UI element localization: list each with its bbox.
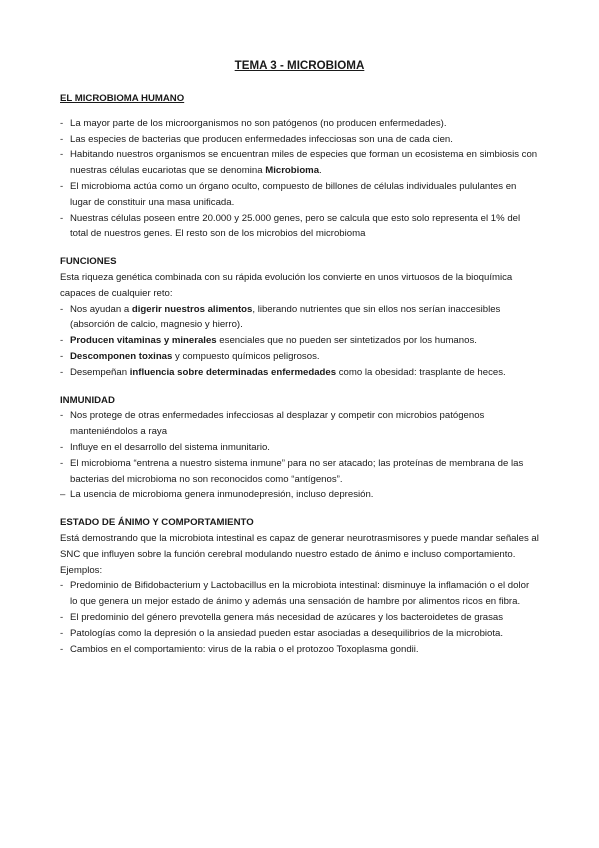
bullet-dash: - bbox=[60, 303, 64, 315]
item-text: Nos protege de otras enfermedades infecciosas al desplazar y competir con microbios patógenos manteniéndolos a raya bbox=[70, 410, 485, 438]
item-text: Habitando nuestros organismos se encuentran miles de especies que forman un ecosistema en simbiosis con nuestras células eucariotas que se denomina bbox=[70, 149, 538, 177]
item-text: esenciales que no pueden ser sintetizados por los humanos. bbox=[216, 335, 477, 347]
bold-text: digerir nuestros alimentos bbox=[131, 303, 253, 315]
item-text: El microbioma “entrena a nuestro sistema inmune” para no ser atacado; las proteínas de membrana de las bacterias del microbioma no son reconocidos como “antígenos”. bbox=[70, 457, 524, 485]
list-item bbox=[60, 408, 539, 440]
list-item bbox=[60, 349, 539, 365]
bullet-dash: - bbox=[60, 410, 64, 422]
bullet-dash: - bbox=[60, 627, 64, 639]
list-item bbox=[60, 440, 539, 456]
list-item bbox=[60, 365, 539, 381]
list-item bbox=[60, 456, 539, 488]
item-text: Cambios en el comportamiento: virus de la rabia o el protozoo Toxoplasma gondii. bbox=[70, 643, 419, 655]
item-text: y compuesto químicos peligrosos. bbox=[172, 350, 320, 362]
item-text: , liberando nutrientes que sin ellos nos serían inaccesibles (absorción de calcio, magnesio y hierro). bbox=[70, 303, 501, 331]
list-item bbox=[60, 147, 539, 179]
bullet-list bbox=[60, 116, 539, 242]
bold-text: influencia sobre determinadas enfermedades bbox=[129, 366, 337, 378]
list-item bbox=[60, 211, 539, 243]
bullet-dash: - bbox=[60, 580, 64, 592]
list-item bbox=[60, 302, 539, 334]
list-item bbox=[60, 626, 539, 642]
bullet-dash: – bbox=[60, 489, 66, 501]
list-item bbox=[60, 116, 539, 132]
item-text: La usencia de microbioma genera inmunodepresión, incluso depresión. bbox=[70, 489, 374, 501]
bullet-dash: - bbox=[60, 117, 64, 129]
item-text: Patologías como la depresión o la ansiedad pueden estar asociadas a desequilibrios de la microbiota. bbox=[70, 627, 504, 639]
item-text: Desempeñan bbox=[70, 366, 130, 378]
section-intro: Esta riqueza genética combinada con su rápida evolución los convierte en unos virtuosos de la bioquímica capaces de cualquier reto: bbox=[60, 271, 513, 299]
examples-label: Ejemplos: bbox=[60, 564, 103, 576]
bullet-dash: - bbox=[60, 212, 64, 224]
bullet-list bbox=[60, 408, 539, 503]
bold-text: Microbioma bbox=[265, 165, 320, 177]
bullet-dash: - bbox=[60, 149, 64, 161]
list-item bbox=[60, 642, 539, 658]
list-item bbox=[60, 578, 539, 610]
item-text: La mayor parte de los microorganismos no son patógenos (no producen enfermedades). bbox=[70, 117, 447, 129]
bullet-dash: - bbox=[60, 335, 64, 347]
item-text: Nuestras células poseen entre 20.000 y 25.000 genes, pero se calcula que esto solo representa el 1% del total de nuestros genes. El resto son de los microbios del microbioma bbox=[70, 212, 521, 240]
list-item bbox=[60, 179, 539, 211]
bullet-dash: - bbox=[60, 441, 64, 453]
section-estado-de-animo bbox=[60, 515, 539, 657]
section-inmunidad bbox=[60, 393, 539, 504]
item-text: Influye en el desarrollo del sistema inmunitario. bbox=[70, 441, 270, 453]
document-title: TEMA 3 - MICROBIOMA bbox=[234, 59, 365, 72]
section-intro: Está demostrando que la microbiota intestinal es capaz de generar neurotrasmisores y puede mandar señales al SNC que influyen sobre la función cerebral modulando nuestro estado de ánimo e incluso comportamiento. bbox=[60, 532, 539, 560]
item-text: Las especies de bacterias que producen enfermedades infecciosas son una de cada cien. bbox=[70, 133, 453, 145]
section-funciones bbox=[60, 254, 539, 380]
bullet-dash: - bbox=[60, 180, 64, 192]
item-text: El microbioma actúa como un órgano oculto, compuesto de billones de células individuales pululantes en lugar de constituir una masa unificada. bbox=[70, 180, 517, 208]
bold-text: Descomponen toxinas bbox=[70, 350, 173, 362]
bullet-dash: - bbox=[60, 457, 64, 469]
list-item bbox=[60, 487, 539, 503]
item-text: como la obesidad: trasplante de heces. bbox=[336, 366, 506, 378]
bold-text: Producen vitaminas y minerales bbox=[70, 335, 217, 347]
list-item bbox=[60, 333, 539, 349]
bullet-dash: - bbox=[60, 611, 64, 623]
item-text: Nos ayudan a bbox=[70, 303, 132, 315]
section-heading: EL MICROBIOMA HUMANO bbox=[60, 93, 185, 104]
bullet-dash: - bbox=[60, 643, 64, 655]
bullet-dash: - bbox=[60, 366, 64, 378]
section-heading: FUNCIONES bbox=[60, 256, 117, 268]
section-heading: ESTADO DE ÁNIMO Y COMPORTAMIENTO bbox=[60, 517, 254, 529]
section-microbioma-humano bbox=[60, 91, 539, 242]
bullet-dash: - bbox=[60, 133, 64, 145]
list-item bbox=[60, 132, 539, 148]
bullet-list bbox=[60, 578, 539, 657]
bullet-dash: - bbox=[60, 350, 64, 362]
list-item bbox=[60, 610, 539, 626]
item-text: El predominio del género prevotella genera más necesidad de azúcares y los bacteroidetes de grasas bbox=[70, 611, 504, 623]
section-heading: INMUNIDAD bbox=[60, 394, 115, 406]
bullet-list bbox=[60, 302, 539, 381]
item-text: . bbox=[319, 165, 322, 177]
item-text: Predominio de Bifidobacterium y Lactobacillus en la microbiota intestinal: disminuye la inflamación o el dolor lo que genera un mejor estado de ánimo y además una sensación de hambre por alimentos ricos en fibra. bbox=[70, 580, 530, 608]
